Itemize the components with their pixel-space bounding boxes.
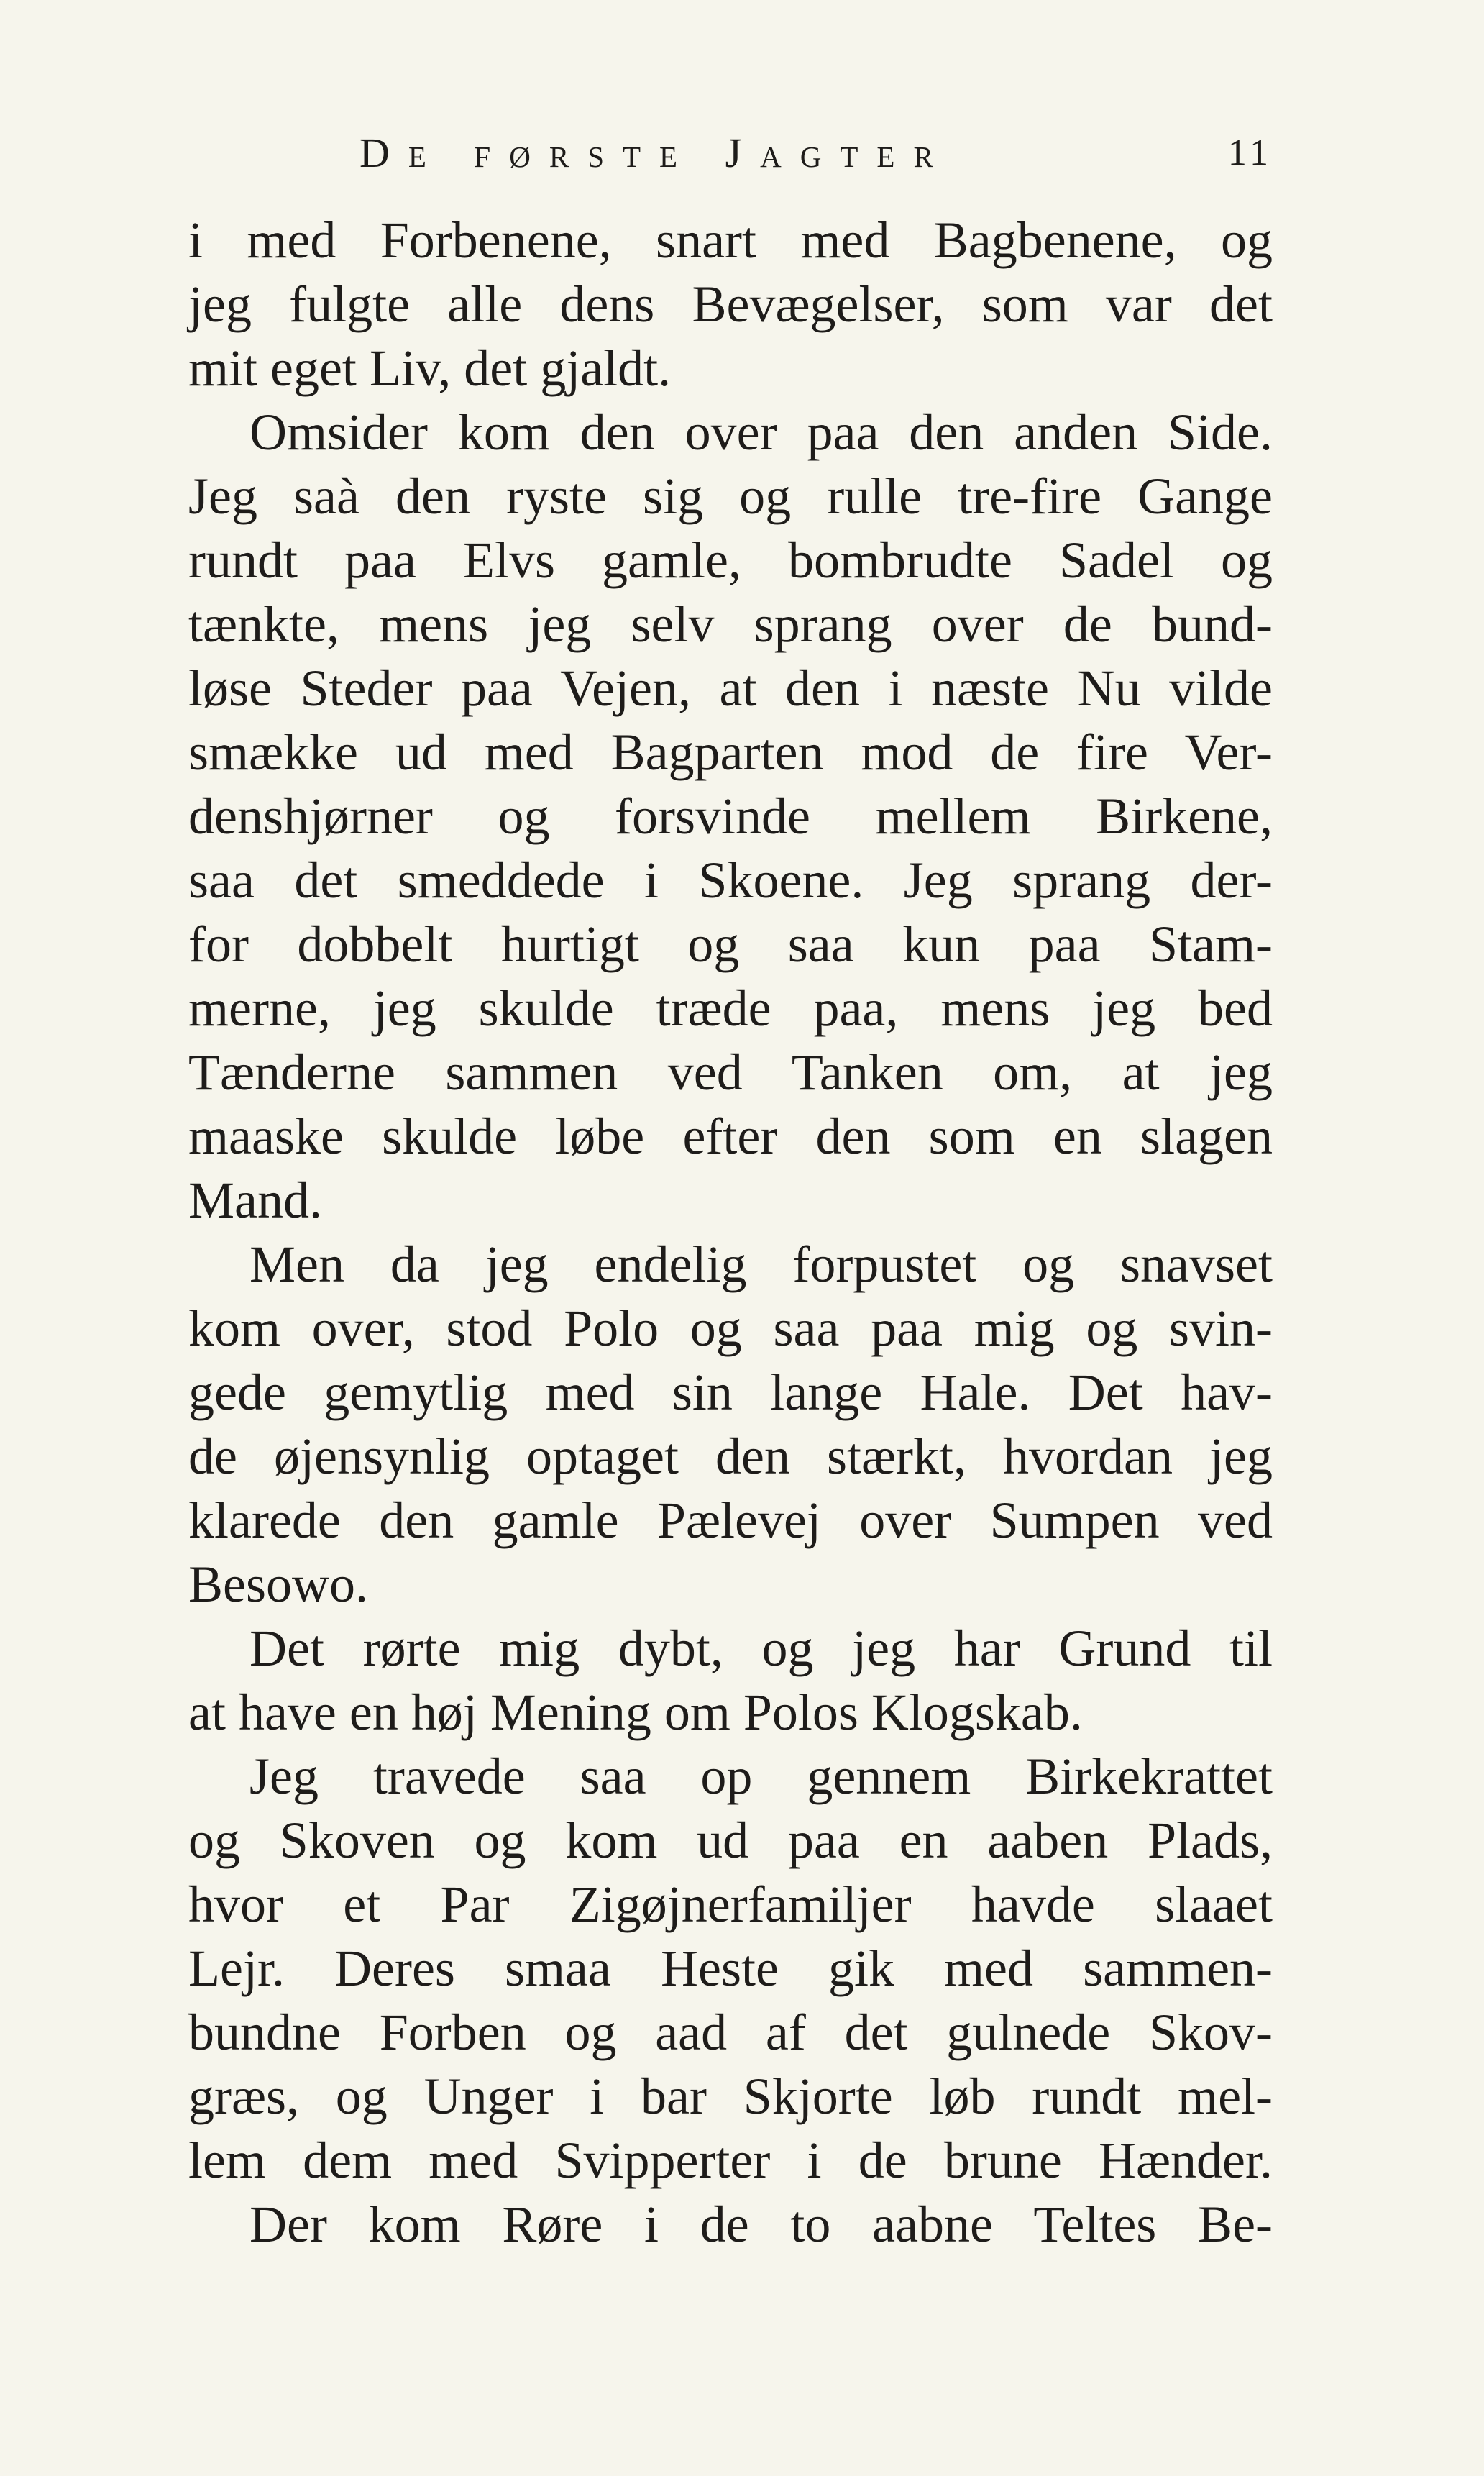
text-line: Men da jeg endelig forpustet og snavset: [249, 1235, 1273, 1293]
text-line: lem dem med Svipperter i de brune Hænder.: [188, 2132, 1273, 2189]
text-line: Jeg saà den ryste sig og rulle tre-fire Gange: [188, 467, 1273, 525]
text-line: hvor et Par Zigøjnerfamiljer havde slaaet: [188, 1876, 1273, 1933]
text-line: Det rørte mig dybt, og jeg har Grund til: [249, 1620, 1273, 1677]
text-line: græs, og Unger i bar Skjorte løb rundt mel-: [188, 2068, 1273, 2125]
text-line: mit eget Liv, det gjaldt.: [188, 339, 672, 397]
text-line: tænkte, mens jeg selv sprang over de bund-: [188, 595, 1273, 653]
text-line: Lejr. Deres smaa Heste gik med sammen-: [188, 1940, 1273, 1997]
body-text: [188, 209, 1273, 2257]
text-line: klarede den gamle Pælevej over Sumpen ved: [188, 1491, 1273, 1549]
text-line: Omsider kom den over paa den anden Side.: [249, 403, 1273, 461]
running-head: [359, 128, 1273, 178]
text-line: Jeg travede saa op gennem Birkekrattet: [249, 1748, 1273, 1805]
text-line: saa det smeddede i Skoene. Jeg sprang der-: [188, 851, 1273, 909]
text-line: gede gemytlig med sin lange Hale. Det hav-: [188, 1363, 1273, 1421]
text-line: for dobbelt hurtigt og saa kun paa Stam-: [188, 915, 1273, 973]
running-title: De første Jagter: [359, 129, 952, 176]
text-line: merne, jeg skulde træde paa, mens jeg bed: [188, 979, 1273, 1037]
text-line: smække ud med Bagparten mod de fire Ver-: [188, 723, 1273, 781]
text-line: og Skoven og kom ud paa en aaben Plads,: [188, 1812, 1273, 1869]
text-line: Mand.: [188, 1171, 322, 1229]
text-line: Besowo.: [188, 1556, 368, 1613]
text-line: løse Steder paa Vejen, at den i næste Nu vilde: [188, 659, 1273, 717]
text-line: rundt paa Elvs gamle, bombrudte Sadel og: [188, 531, 1273, 589]
text-line: Der kom Røre i de to aabne Teltes Be-: [249, 2196, 1273, 2253]
text-line: i med Forbenene, snart med Bagbenene, og: [188, 211, 1273, 269]
text-line: bundne Forben og aad af det gulnede Skov-: [188, 2004, 1273, 2061]
text-line: jeg fulgte alle dens Bevægelser, som var det: [188, 275, 1273, 333]
text-line: Tænderne sammen ved Tanken om, at jeg: [188, 1043, 1273, 1101]
text-line: de øjensynlig optaget den stærkt, hvordan jeg: [188, 1427, 1273, 1485]
text-line: maaske skulde løbe efter den som en slagen: [188, 1107, 1273, 1165]
text-line: at have en høj Mening om Polos Klogskab.: [188, 1684, 1083, 1741]
page-number: 11: [1227, 132, 1273, 173]
text-line: denshjørner og forsvinde mellem Birkene,: [188, 787, 1273, 845]
text-line: kom over, stod Polo og saa paa mig og svin-: [188, 1299, 1273, 1357]
